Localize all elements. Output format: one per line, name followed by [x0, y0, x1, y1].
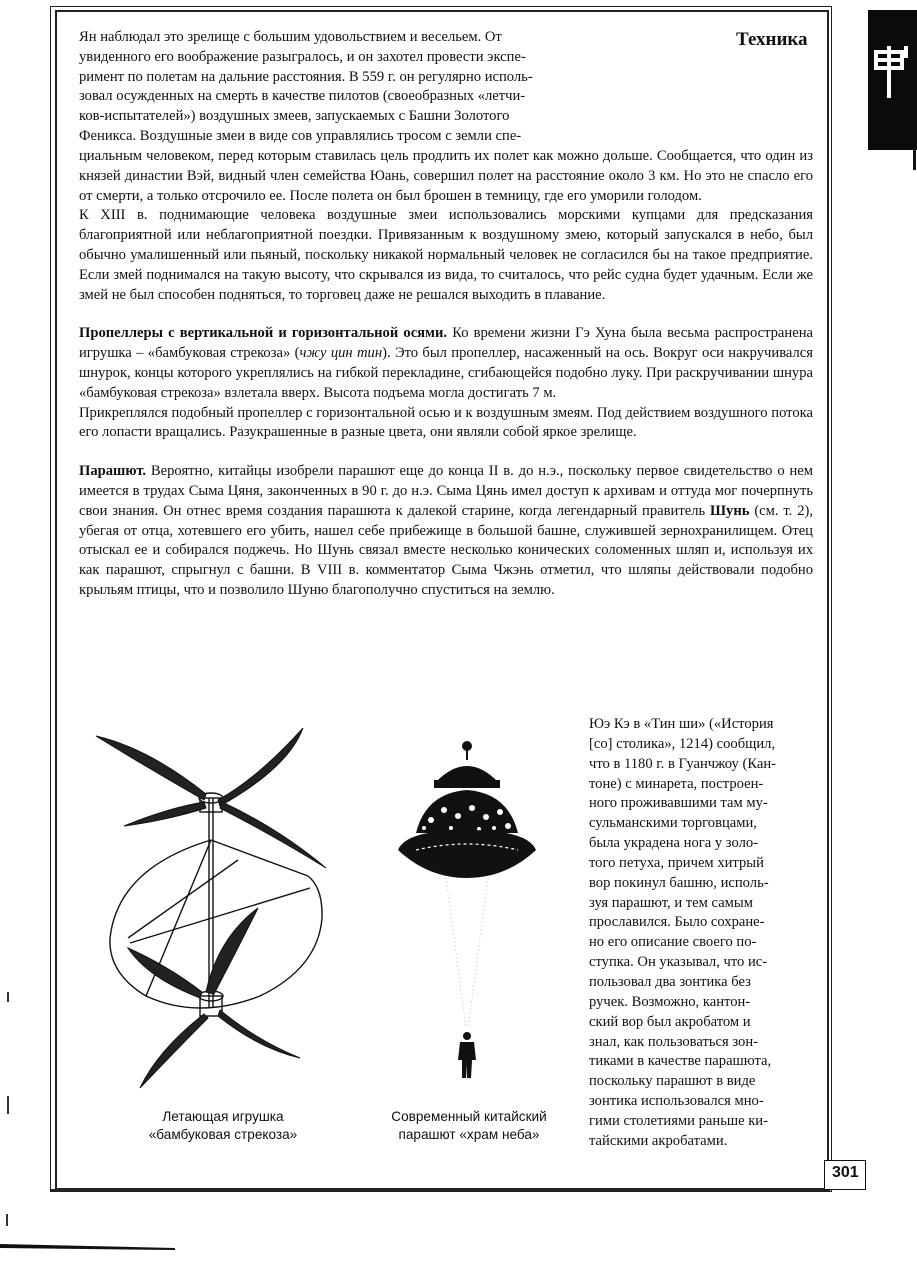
- heading-parachute: Парашют.: [79, 463, 147, 480]
- text-line: ступка. Он указывал, что ис-: [589, 954, 768, 971]
- text-line: была украдена нога у золо-: [589, 835, 759, 852]
- text-line: зуя парашют, и тем самым: [589, 894, 753, 911]
- text-line: зовал осужденных на смерть в качестве пилотов (своеобразных «летчи-: [79, 88, 526, 105]
- caption-parachute: Современный китайский парашют «храм неба»: [391, 1109, 547, 1142]
- name-shun: Шунь: [710, 502, 750, 519]
- term-chzhu-cin-tin: чжу цин тин: [299, 345, 383, 362]
- heading-propellers: Пропеллеры с вертикальной и горизонтальной осями.: [79, 325, 448, 342]
- text-line: тайскими акробатами.: [589, 1132, 728, 1149]
- text-line: Ян наблюдал это зрелище с большим удовольствием и весельем. От: [79, 29, 502, 45]
- text-line: сульманскими торговцами,: [589, 815, 757, 832]
- scan-edge-stroke: [0, 1240, 175, 1250]
- page-number: 301: [832, 1164, 859, 1181]
- text-line: ного проживавшими там му-: [589, 795, 768, 812]
- text-line: прославился. Было сохране-: [589, 914, 765, 931]
- bamboo-dragonfly-illustration: [88, 728, 350, 1098]
- body-text: [79, 147, 813, 601]
- text-line: но его описание своего по-: [589, 934, 757, 951]
- chinese-character-icon: [872, 44, 910, 98]
- text-line: гими столетиями раньше ки-: [589, 1112, 768, 1129]
- page-frame-bottom-rule: [50, 1189, 830, 1192]
- text-line: ков-испытателей») воздушных змеев, запускаемых с Башни Золотого: [79, 108, 510, 125]
- thumb-tab-tail: [913, 150, 916, 170]
- text-line: что в 1180 г. в Гуанчжоу (Кан-: [589, 755, 777, 772]
- text-line: тоне) с минарета, построен-: [589, 775, 764, 792]
- text-line: тиками в качестве парашюта,: [589, 1053, 772, 1070]
- text-line: вор покинул башню, исполь-: [589, 874, 769, 891]
- text-line: поскольку парашют в виде: [589, 1073, 756, 1090]
- scan-mark: [7, 992, 9, 1002]
- text-line: того петуха, причем хитрый: [589, 854, 764, 871]
- text-line: Феникса. Воздушные змеи в виде сов управлялись тросом с земли спе-: [79, 127, 522, 144]
- text-line: увиденного его воображение разыгралось, и он захотел провести экспе-: [79, 48, 526, 65]
- paragraph-propellers: Пропеллеры с вертикальной и горизонтальной осями. Ко времени жизни Гэ Хуна была весьма распространена игрушка – «бамбуковая стрекоза» (чжу цин тин). Это был пропеллер, насаженный на ось. Вокруг оси накручивался шнурок, концы которого укреплялись на гибкой перекладине, сгибающейся подобно луку. При раскручивании шнура «бамбуковая стрекоза» взлетала вверх. Высота подъема могла достигать 7 м.: [79, 325, 813, 401]
- text-line: ский вор был акробатом и: [589, 1013, 751, 1030]
- text-line: зонтика использовался мно-: [589, 1093, 764, 1110]
- text-line: пользовал два зонтика без: [589, 973, 751, 990]
- text-line: знал, как пользоваться зон-: [589, 1033, 758, 1050]
- paragraph-parachute: Парашют. Вероятно, китайцы изобрели парашют еще до конца II в. до н.э., поскольку первое свидетельство о нем имеется в трудах Сыма Цяня, законченных в 90 г. до н.э. Сыма Цянь имел доступ к архивам и оттуда мог почерпнуть свои знания. Он отнес время создания парашюта к далекой старине, когда легендарный правитель Шунь (см. т. 2), убегая от отца, хотевшего его убить, нашел себе прибежище в большой башне, служившей зернохранилищем. Отец отыскал ее и собирался поджечь. Но Шунь связал вместе несколько конических соломенных шляп и, используя их как парашют, спрыгнул с башни. В VIII в. комментатор Сыма Чжэнь отметил, что шляпы действовали подобно крыльям птицы, что и позволило Шуню благополучно спуститься на землю.: [79, 463, 813, 598]
- caption-bamboo-dragonfly: Летающая игрушка «бамбуковая стрекоза»: [148, 1109, 298, 1142]
- temple-of-heaven-parachute-illustration: [396, 738, 546, 1088]
- section-header: Техника: [736, 29, 808, 50]
- scan-mark: [6, 1214, 8, 1226]
- paragraph: К XIII в. поднимающие человека воздушные змеи использовались морскими купцами для предсказания благоприятной или неблагоприятной поездки. Привязанным к воздушному змею, который запускался в небо, был обычно умалишенный или пьяный, поскольку никакой нормальный человек не согласился бы на такое предприятие. Если змей поднимался на такую высоту, что скрывался из вида, то считалось, что рейс судна будет удачным. Если же змей не был способен подняться, то торговец даже не решался выходить в плавание.: [79, 207, 813, 303]
- text-line: Юэ Кэ в «Тин ши» («История: [589, 716, 774, 732]
- paragraph: циальным человеком, перед которым ставилась цель продлить их полет как можно дольше. Сообщается, что один из князей династии Вэй, видный член семейства Юань, совершил полет на расстояние около 3 км. Но это не спасло его от смерти, а только отсрочило ее. После полета он был брошен в темницу, где его уморили голодом.: [79, 148, 813, 204]
- text-line: римент по полетам на дальние расстояния. В 559 г. он регулярно исполь-: [79, 68, 533, 85]
- intro-block: [79, 28, 631, 147]
- text-line: ручек. Возможно, кантон-: [589, 993, 751, 1010]
- text-line: [со] столика», 1214) сообщил,: [589, 735, 776, 752]
- paragraph: Прикреплялся подобный пропеллер с горизонтальной осью и к воздушным змеям. Под действием воздушного потока его лопасти вращались. Разукрашенные в разные цвета, они являли собой яркое зрелище.: [79, 404, 813, 441]
- right-column-text: [589, 715, 813, 1152]
- scan-mark: [7, 1096, 9, 1114]
